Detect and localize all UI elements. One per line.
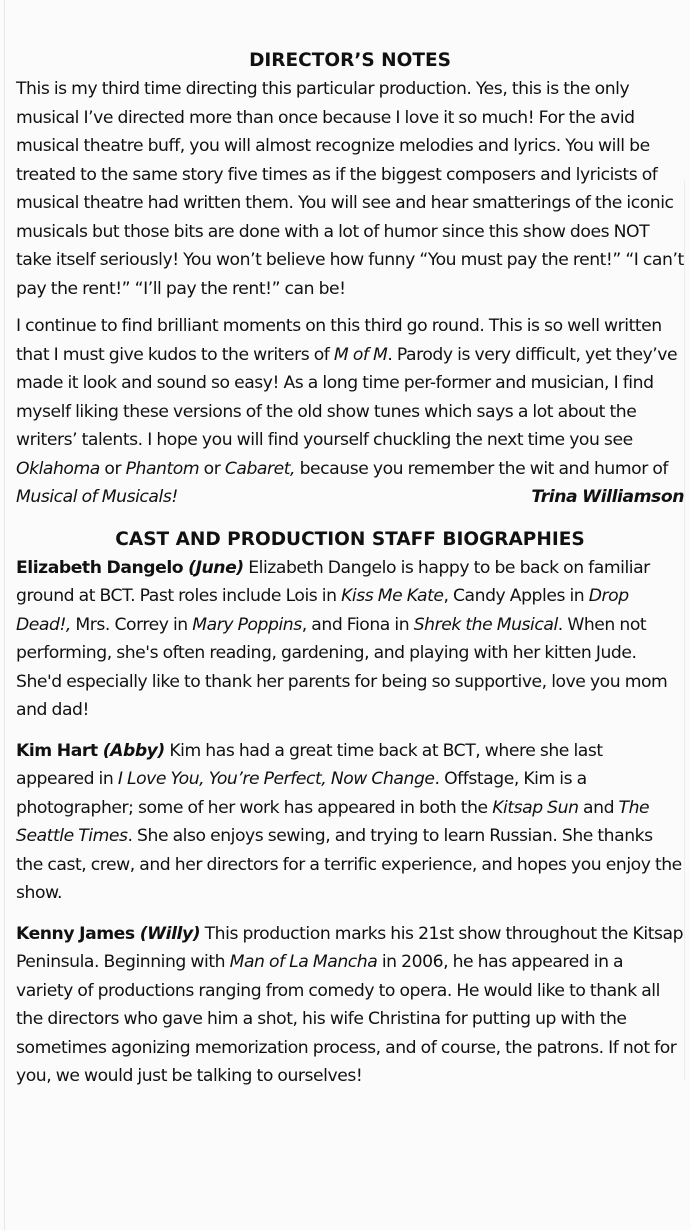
bio-kim-hart xyxy=(16,737,684,908)
show-title-oklahoma: Oklahoma xyxy=(16,458,100,479)
bio-elizabeth-dangelo xyxy=(16,554,684,725)
show-title: Drop Dead!, xyxy=(16,586,629,635)
text-run: because you remember the wit and humor of xyxy=(295,458,669,479)
page-edge-left xyxy=(4,0,5,1230)
text-run: This production marks his 21st show throughout the Kitsap Peninsula. Beginning with xyxy=(16,923,684,972)
text-run: . She also enjoys sewing, and trying to learn Russian. She thanks the cast, crew, and her directors for a terrific experience, and hopes you enjoy the show. xyxy=(16,826,682,903)
directors-notes-paragraph-2 xyxy=(16,312,684,512)
bio-role: (Abby) xyxy=(102,740,165,761)
text-run: in 2006, he has appeared in a variety of productions ranging from comedy to opera. He would like to thank all the directors who gave him a shot, his wife Christina for putting up with the sometimes agonizing memorization process, and of course, the patrons. If not for you, we would just be talking to ourselves! xyxy=(16,952,677,1086)
publication-title: The Seattle Times xyxy=(16,797,650,846)
program-page xyxy=(16,47,684,1091)
bio-name: Kim Hart xyxy=(16,740,103,761)
text-run: , Candy Apples in xyxy=(443,586,589,606)
directors-notes-paragraph-1: This is my third time directing this particular production. Yes, this is the only musical I’ve directed more than once because I love it so much! For the avid musical theatre buff, you will almost recognize melodies and lyrics. You will be treated to the same story five times as if the biggest composers and lyricists of musical theatre had written them. You will see and hear smatterings of the iconic musicals but those bits are done with a lot of humor since this show does NOT take itself seriously! You won’t believe how funny “You must pay the rent!” “I can’t pay the rent!” “I’ll pay the rent!” can be! xyxy=(16,79,684,299)
bio-name: Kenny James xyxy=(16,923,140,944)
show-title: Shrek the Musical xyxy=(413,614,558,635)
director-signature: Trina Williamson xyxy=(531,487,684,507)
text-run: , and Fiona in xyxy=(301,614,414,635)
page-edge-right xyxy=(684,180,685,1080)
show-title-cabaret: Cabaret, xyxy=(224,458,296,479)
show-title: Mary Poppins xyxy=(192,614,302,635)
text-run: and xyxy=(578,797,619,818)
show-title-musical-of-musicals: Musical of Musicals! xyxy=(16,487,178,507)
show-title-m-of-m: M of M xyxy=(333,344,388,365)
text-run: . When not performing, she's often reading, gardening, and playing with her kitten Jude. She'd especially like to thank her parents for being so supportive, love you mom and dad! xyxy=(16,614,668,720)
text-run: or xyxy=(99,458,126,479)
show-title: Kiss Me Kate xyxy=(341,586,444,606)
bio-role: (Willy) xyxy=(139,923,201,944)
text-run: . Parody is very difficult, yet they’ve made it look and sound so easy! As a long time per-former and musician, I find myself liking these versions of the old show tunes which says a lot about the writers’ talents. I hope you will find yourself chuckling the next time you see xyxy=(16,344,678,450)
text-run: Elizabeth Dangelo is happy to be back on familiar ground at BCT. Past roles include Lois in xyxy=(16,557,650,606)
bio-name: Elizabeth Dangelo xyxy=(16,557,189,578)
text-run: I continue to find brilliant moments on this third go round. This is so well written that I must give kudos to the writers of xyxy=(16,316,662,365)
show-title-phantom: Phantom xyxy=(125,458,200,479)
show-title: I Love You, You’re Perfect, Now Change xyxy=(117,769,435,789)
biographies-heading: CAST AND PRODUCTION STAFF BIOGRAPHIES xyxy=(115,528,585,550)
publication-title: Kitsap Sun xyxy=(492,797,579,818)
text-run: . Offstage, Kim is a photographer; some of her work has appeared in both the xyxy=(16,769,587,818)
directors-notes-heading: DIRECTOR’S NOTES xyxy=(249,50,451,71)
bio-kenny-james xyxy=(16,920,684,1091)
text-run: Kim has had a great time back at BCT, where she last appeared in xyxy=(16,740,603,789)
show-title: Man of La Mancha xyxy=(229,952,378,972)
text-run: or xyxy=(199,458,225,479)
text-run: Mrs. Correy in xyxy=(70,614,193,635)
bio-role: (June) xyxy=(188,557,244,578)
